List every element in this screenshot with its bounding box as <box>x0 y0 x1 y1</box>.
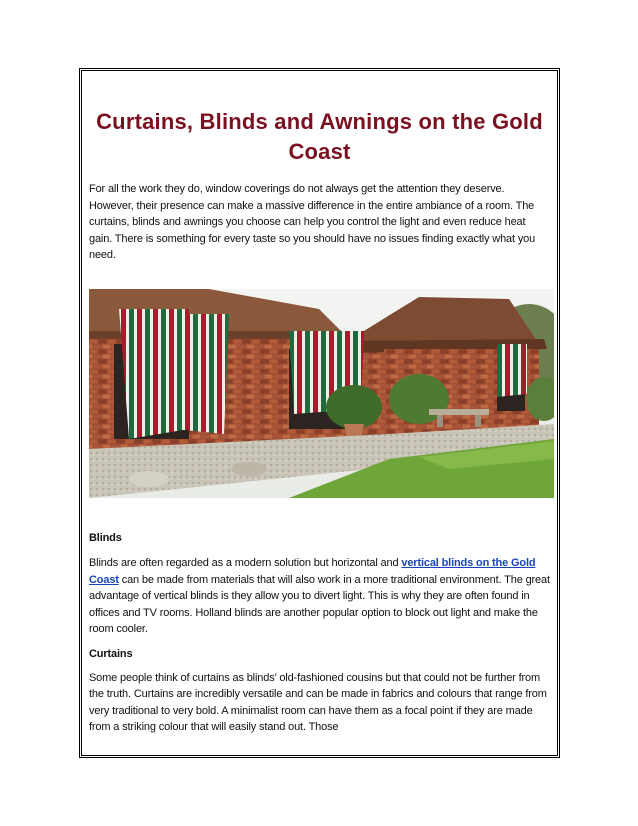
blinds-text-before: Blinds are often regarded as a modern solution but horizontal and <box>89 557 402 569</box>
vertical-blinds-link[interactable]: vertical blinds on the Gold Coast <box>89 557 536 586</box>
page-title: Curtains, Blinds and Awnings on the Gold Coast <box>96 109 543 164</box>
intro-paragraph: For all the work they do, window coverings do not always get the attention they deserve. However, their presence can make a massive difference in the entire ambiance of a room. The curtains, blinds and awnings you choose can help you control the light and even reduce heat gain. There is something for every taste so you should have no issues finding exactly what you need. <box>89 183 536 261</box>
page-content <box>89 71 550 264</box>
blinds-paragraph <box>89 555 550 638</box>
house-awnings-photo <box>89 289 554 498</box>
curtains-paragraph: Some people think of curtains as blinds’ old-fashioned cousins but that could not be further from the truth. Curtains are incredibly versatile and can be made in fabrics and colours that range from very traditional to very bold. A minimalist room can have them as a focal point if they are made from a striking colour that will easily stand out. Those <box>89 671 547 733</box>
body-sections <box>89 530 550 736</box>
blinds-heading: Blinds <box>89 532 122 544</box>
curtains-heading: Curtains <box>89 647 133 660</box>
page-frame <box>79 68 560 758</box>
blinds-text-after: can be made from materials that will also work in a more traditional environment. The great advantage of vertical blinds is they allow you to divert light. This is why they are often found in offices and TV rooms. Holland blinds are another popular option to block out light and make the room cooler. <box>89 573 550 635</box>
